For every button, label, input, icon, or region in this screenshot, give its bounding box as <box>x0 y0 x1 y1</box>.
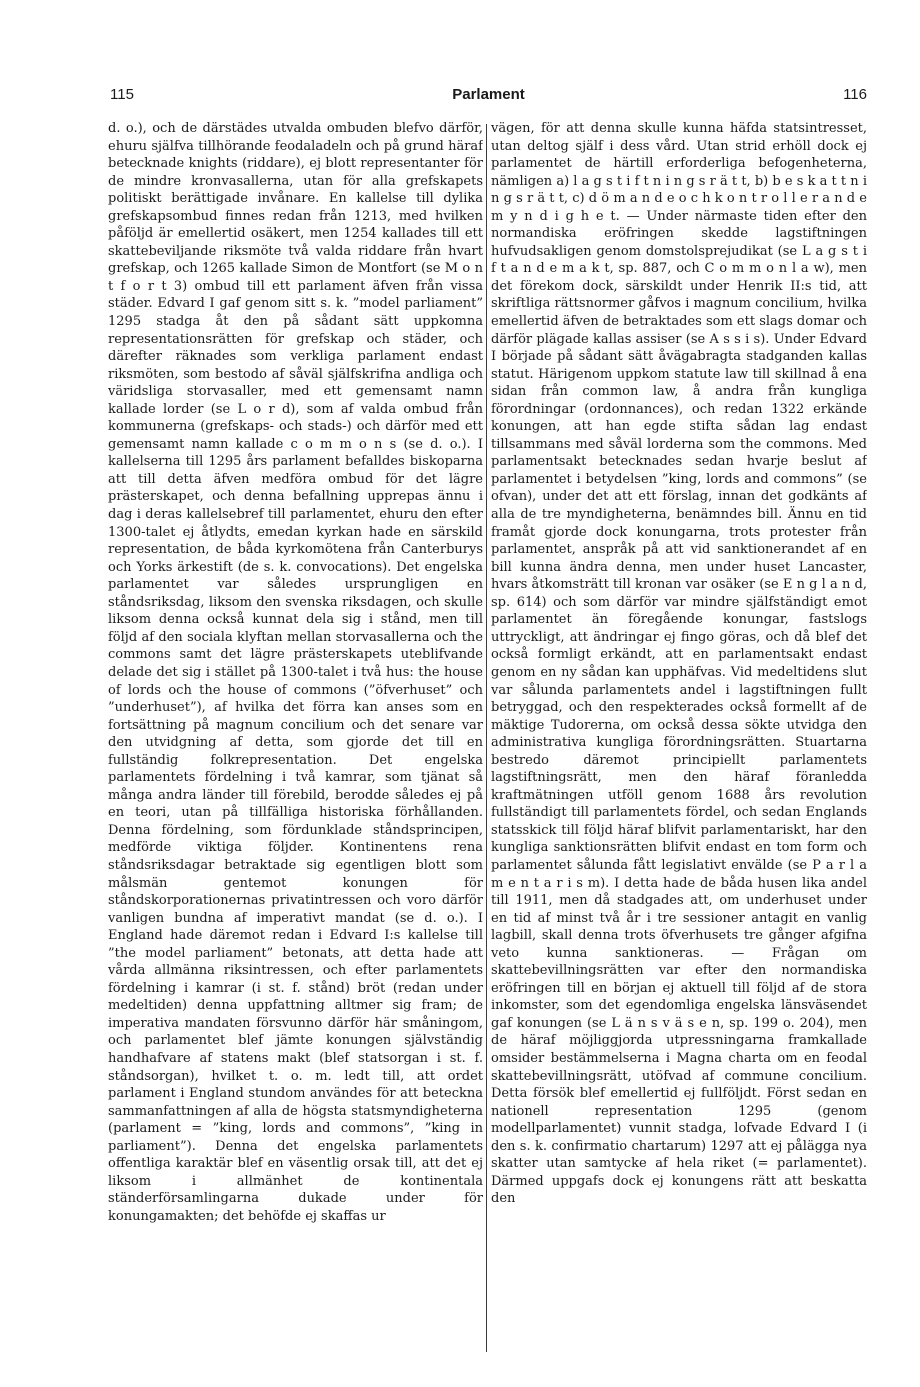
left-column-text: d. o.), och de därstädes utvalda ombuden blefvo därför, ehuru själfva tillhörande feodaladeln och på grund häraf betecknade knights (riddare), ej blott representanter för de mindre kronvasallerna, utan för alla grefskapets politiskt berättigade invånare. En kallelse till dylika grefskapsombud finnes redan från 1213, med hvilken påföljd är emellertid osäkert, men 1254 kallades till ett skattebeviljande riksmöte två valda riddare från hvart grefskap, och 1265 kallade Simon de Montfort (se M o n t f o r t 3) ombud till ett parlament äfven från vissa städer. Edvard I gaf genom sitt s. k. ”model parliament” 1295 stadga åt den på sådant sätt uppkomna representationsrätten för grefskap och städer, och därefter räknades som verkliga parlament endast riksmöten, som bestodo af såväl själfskrifna andliga och väridsliga storvasaller, med ett gemensamt namn kallade lorder (se L o r d), som af valda ombud från kommunerna (grefskaps- och stads-) och därför med ett gemensamt namn kallade c o m m o n s (se d. o.). I kallelserna till 1295 års parlament befalldes biskoparna att till detta äfven medföra ombud för det lägre prästerskapet, och denna befallning upprepas ännu i dag i deras kallelsebref till parlamentet, ehuru den efter 1300-talet ej åtlydts, emedan kyrkan hade en särskild representation, de båda kyrkomötena från Canterburys och Yorks ärkestift (de s. k. convocations). Det engelska parlamentet var således ursprungligen en ståndsriksdag, liksom den svenska riksdagen, och skulle liksom denna också kunnat dela sig i stånd, men till följd af den sociala klyftan mellan storvasallerna och the commons samt det lägre prästerskapets uteblifvande delade det sig i stället på 1300-talet i två hus: the house of lords och the house of commons (”öfverhuset” och ”underhuset”), af hvilka det förra kan anses som en fortsättning på magnum concilium och det senare var den utvidgning af detta, som gjorde det till en fullständig folkrepresentation. Det engelska parlamentets fördelning i två kamrar, som tjänat så många andra länder till förebild, berodde således ej på en teori, utan på tillfälliga historiska förhållanden. Denna fördelning, som fördunklade ståndsprincipen, medförde viktiga följder. Kontinentens rena ståndsriksdagar betraktade sig egentligen blott som målsmän gentemot konungen för ståndskorporationernas privatintressen och voro därför vanligen bundna af imperativt mandat (se d. o.). I England hade däremot redan i Edvard I:s kallelse till ”the model parliament” betonats, att detta hade att vårda allmänna riksintressen, och efter parlamentets fördelning i kamrar (i st. f. stånd) bröt (redan under medeltiden) denna uppfattning alltmer sig fram; de imperativa mandaten försvunno därför här småningom, och parlamentet blef jämte konungen självständig handhafvare af statens makt (blef statsorgan i st. f. ståndsorgan), hvilket t. o. m. ledt till, att ordet parlament i England stundom användes för att beteckna sammanfattningen af alla de högsta statsmyndigheterna (parlament = ”king, lords and commons”, ”king in parliament”). Denna det engelska parlamentets offentliga karaktär blef en väsentlig orsak till, att det ej liksom i allmänhet de kontinentala ständerförsamlingarna dukade under för konungamakten; det behöfde ej skaffas ur <box>108 121 483 1224</box>
column-divider <box>486 124 487 1352</box>
left-column <box>108 120 483 1355</box>
right-column-text: vägen, för att denna skulle kunna häfda statsintresset, utan deltog själf i dess vård. Utan strid erhöll dock ej parlamentet de härtill erforderliga befogenheterna, nämligen a) l a g s t i f t n i n g s r ä t t, b) b e s k a t t n i n g s r ä t t, c) d ö m a n d e o c h k o n t r o l l e r a n d e m y n d i g h e t. — Under närmaste tiden efter den normandiska eröfringen skedde lagstiftningen hufvudsakligen genom domstolsprejudikat (se L a g s t i f t a n d e m a k t, sp. 887, och C o m m o n l a w), men det förekom dock, särskildt under Henrik II:s tid, att skriftliga rättsnormer gåfvos i magnum concilium, hvilka emellertid äfven de betraktades som ett slags domar och därför plägade kallas assiser (se A s s i s). Under Edvard I började på sådant sätt åvägabragta stadganden kallas statut. Härigenom uppkom statute law till skillnad å ena sidan från common law, å andra från kungliga förordningar (ordonnances), och redan 1322 erkände konungen, att han egde stifta sådan lag endast tillsammans med såväl lorderna som the commons. Med parlamentsakt betecknades sedan hvarje beslut af parlamentet i betydelsen ”king, lords and commons” (se ofvan), under det att ett förslag, innan det godkänts af alla de tre myndigheterna, benämndes bill. Ännu en tid framåt gjorde dock konungarna, trots protester från parlamentet, anspråk på att vid sanktionerandet af en bill kunna ändra denna, men under huset Lancaster, hvars åtkomsträtt till kronan var osäker (se E n g l a n d, sp. 614) och som därför var mindre själfständigt emot parlamentet än föregående konungar, fastslogs uttryckligt, att ändringar ej fingo göras, och då blef det också formligt erkändt, att en parlamentsakt endast genom en ny sådan kan upphäfvas. Vid medeltidens slut var sålunda parlamentets andel i lagstiftningen fullt betryggad, och den respekterades också formellt af de mäktige Tudorerna, om också dessa sökte utvidga den administrativa kungliga förordningsrätten. Stuartarna bestredo däremot principiellt parlamentets lagstiftningsrätt, men den häraf föranledda kraftmätningen utföll genom 1688 års revolution fullständigt till parlamentets fördel, och sedan Englands statsskick till följd häraf blifvit parlamentariskt, har den kungliga sanktionsrätten blifvit endast en tom form och parlamentet sålunda fått legislativt envälde (se P a r l a m e n t a r i s m). I detta hade de båda husen lika andel till 1911, men då stadgades att, om underhuset under en tid af minst två år i tre sessioner antagit en vanlig lagbill, skall denna trots öfverhusets tre gånger afgifna veto kunna sanktioneras. — Frågan om skattebevillningsrätten var efter den normandiska eröfringen till en början ej aktuell till följd af de stora inkomster, som det egendomliga engelska länsväsendet gaf konungen (se L ä n s v ä s e n, sp. 199 o. 204), men de häraf möjliggjorda utpressningarna framkallade omsider bestämmelserna i Magna charta om en feodal skattebevillningsrätt, utöfvad af commune concilium. Detta försök blef emellertid ej fullföljdt. Först sedan en nationell representation 1295 (genom modellparlamentet) vunnit stadga, lofvade Edvard I (i den s. k. confirmatio chartarum) 1297 att ej pålägga nya skatter utan samtycke af hela riket (= parlamentet). Därmed uppgafs dock ej konungens rätt att beskatta den <box>491 121 867 1207</box>
page-header <box>110 86 867 110</box>
page-number-right: 116 <box>843 86 867 103</box>
page-number-left: 115 <box>110 86 134 103</box>
right-column <box>491 120 867 1355</box>
running-title: Parlament <box>452 86 525 103</box>
